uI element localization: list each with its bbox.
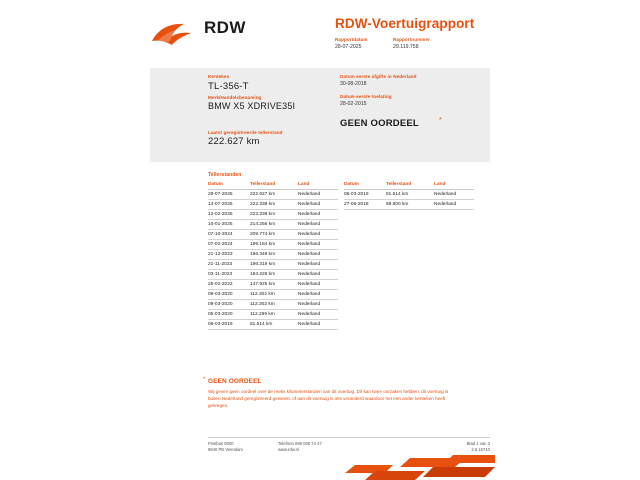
eerste-afgifte-nl-label: Datum eerste afgifte in Nederland	[340, 74, 417, 79]
table-row	[208, 260, 338, 270]
cell-tellerstand: 147.925 km	[250, 282, 276, 287]
column-header-tellerstand: Tellerstand	[250, 182, 276, 187]
table-row	[208, 290, 338, 300]
cell-land: Nederland	[298, 282, 321, 287]
cell-datum: 03-11-2023	[208, 272, 233, 277]
cell-datum: 21-11-2023	[208, 262, 233, 267]
merk-value: BMW X5 XDRIVE35I	[208, 101, 296, 111]
merk-label: Merk/Handelsbenaming	[208, 95, 262, 100]
table-row	[208, 280, 338, 290]
kenteken-value: TL-356-T	[208, 81, 249, 92]
cell-datum: 05-03-2020	[208, 312, 233, 317]
report-meta	[335, 36, 495, 51]
cell-datum: 10-01-2025	[208, 222, 233, 227]
footnote-body: Wij geven geen oordeel over de reeks kilometerstanden van dit voertuig. Dit kan twee oorzaken hebben: dit voertuig is buiten Nederland geregistreerd geweest, of aan dit voertuig is iets veranderd waardoor het een ander kenteken heeft gekregen.	[208, 389, 449, 408]
cell-land: Nederland	[298, 212, 321, 217]
rapportnummer-value: 29.119.758	[393, 44, 419, 50]
column-header-tellerstand: Tellerstand	[386, 182, 412, 187]
footnote-title: GEEN OORDEEL	[208, 378, 262, 385]
table-row	[208, 190, 338, 200]
oordeel-value: GEEN OORDEEL	[340, 118, 419, 129]
page-title: RDW-Voertuigrapport	[335, 16, 475, 31]
rapportdatum-block	[335, 36, 393, 51]
footer-address-line2: 9640 PB Veendam	[208, 447, 243, 452]
footer-phone: Telefoon 088 008 74 47	[278, 441, 322, 446]
cell-land: Nederland	[298, 222, 321, 227]
table-row	[208, 220, 338, 230]
footer-contact	[278, 441, 322, 453]
brand-text: RDW	[204, 18, 246, 37]
cell-land: Nederland	[298, 202, 321, 207]
column-header-datum: Datum	[344, 182, 359, 187]
eerste-toelating-value: 28-02-2015	[340, 101, 367, 107]
cell-land: Nederland	[298, 292, 321, 297]
table-row	[208, 240, 338, 250]
cell-tellerstand: 199.184 km	[250, 242, 276, 247]
cell-land: Nederland	[298, 242, 321, 247]
eerste-afgifte-nl-value: 30-08-2018	[340, 81, 367, 87]
cell-datum: 21-12-2023	[208, 252, 233, 257]
vehicle-summary-panel	[150, 68, 490, 162]
column-header-datum: Datum	[208, 182, 223, 187]
cell-datum: 25-02-2022	[208, 282, 233, 287]
cell-tellerstand: 222.627 km	[250, 192, 276, 197]
cell-tellerstand: 214.256 km	[250, 222, 276, 227]
footer-pagination	[467, 441, 490, 453]
cell-land: Nederland	[434, 202, 457, 207]
cell-land: Nederland	[298, 322, 321, 327]
cell-datum: 07-10-2024	[208, 232, 233, 237]
table-row	[208, 200, 338, 210]
rapportdatum-label: Rapportdatum	[335, 37, 368, 42]
tellerstanden-table-right	[344, 181, 474, 210]
tellerstanden-title: Tellerstanden	[208, 172, 242, 178]
cell-datum: 07-02-2024	[208, 242, 233, 247]
cell-datum: 12-02-2025	[208, 212, 233, 217]
footer-address	[208, 441, 243, 453]
table-row	[208, 250, 338, 260]
table-row	[208, 270, 338, 280]
table-row	[208, 310, 338, 320]
cell-land: Nederland	[298, 302, 321, 307]
rapportnummer-label: Rapportnummer	[393, 37, 431, 42]
laatste-tellerstand-label: Laatst geregistreerde tellerstand	[208, 130, 283, 135]
table-row	[208, 320, 338, 330]
cell-land: Nederland	[434, 192, 457, 197]
cell-datum: 28-07-2025	[208, 192, 233, 197]
cell-tellerstand: 196.349 km	[250, 252, 276, 257]
cell-tellerstand: 209.774 km	[250, 232, 276, 237]
oordeel-footnote-marker: *	[439, 117, 442, 124]
cell-datum: 06-03-2019	[208, 322, 233, 327]
rdw-logo	[150, 16, 270, 50]
table-row	[208, 230, 338, 240]
kenteken-label: Kenteken	[208, 74, 230, 79]
cell-land: Nederland	[298, 252, 321, 257]
table-row	[208, 300, 338, 310]
eerste-toelating-label: Datum eerste toelating	[340, 94, 392, 99]
cell-tellerstand: 222.338 km	[250, 202, 276, 207]
document-header	[150, 8, 490, 66]
decorative-stripe-graphic	[345, 455, 495, 480]
column-header-land: Land	[434, 182, 446, 187]
table-header-row	[344, 181, 474, 190]
footer-page-number: Blad 1 van 3	[466, 441, 490, 446]
footer-doc-code: 2.6 16710	[471, 447, 490, 452]
tellerstanden-table-left	[208, 181, 338, 330]
cell-tellerstand: 81.514 km	[250, 322, 273, 327]
footnote-marker: *	[203, 377, 206, 383]
cell-datum: 14-07-2025	[208, 202, 233, 207]
cell-land: Nederland	[298, 262, 321, 267]
table-header-row	[208, 181, 338, 190]
rdw-flame-icon	[150, 21, 196, 47]
cell-tellerstand: 112.302 km	[250, 302, 275, 307]
cell-tellerstand: 112.299 km	[250, 312, 275, 317]
cell-datum: 27-06-2018	[344, 202, 369, 207]
cell-tellerstand: 112.302 km	[250, 292, 275, 297]
table-row	[344, 200, 474, 210]
cell-datum: 09-03-2020	[208, 292, 233, 297]
footer-address-line1: Postbus 9000	[208, 441, 234, 446]
cell-datum: 09-03-2020	[208, 302, 233, 307]
cell-tellerstand: 196.319 km	[250, 262, 276, 267]
cell-datum: 06-03-2019	[344, 192, 369, 197]
rapportnummer-block	[393, 36, 463, 51]
cell-tellerstand: 222.338 km	[250, 212, 276, 217]
cell-land: Nederland	[298, 312, 321, 317]
table-row	[208, 210, 338, 220]
cell-land: Nederland	[298, 192, 321, 197]
cell-tellerstand: 194.226 km	[250, 272, 276, 277]
table-row	[344, 190, 474, 200]
cell-land: Nederland	[298, 232, 321, 237]
column-header-land: Land	[298, 182, 310, 187]
cell-tellerstand: 69.800 km	[386, 202, 409, 207]
rapportdatum-value: 28-07-2025	[335, 44, 362, 50]
laatste-tellerstand-value: 222.627 km	[208, 136, 260, 147]
cell-land: Nederland	[298, 272, 321, 277]
footer-website[interactable]: www.rdw.nl	[278, 447, 299, 452]
cell-tellerstand: 81.514 km	[386, 192, 409, 197]
